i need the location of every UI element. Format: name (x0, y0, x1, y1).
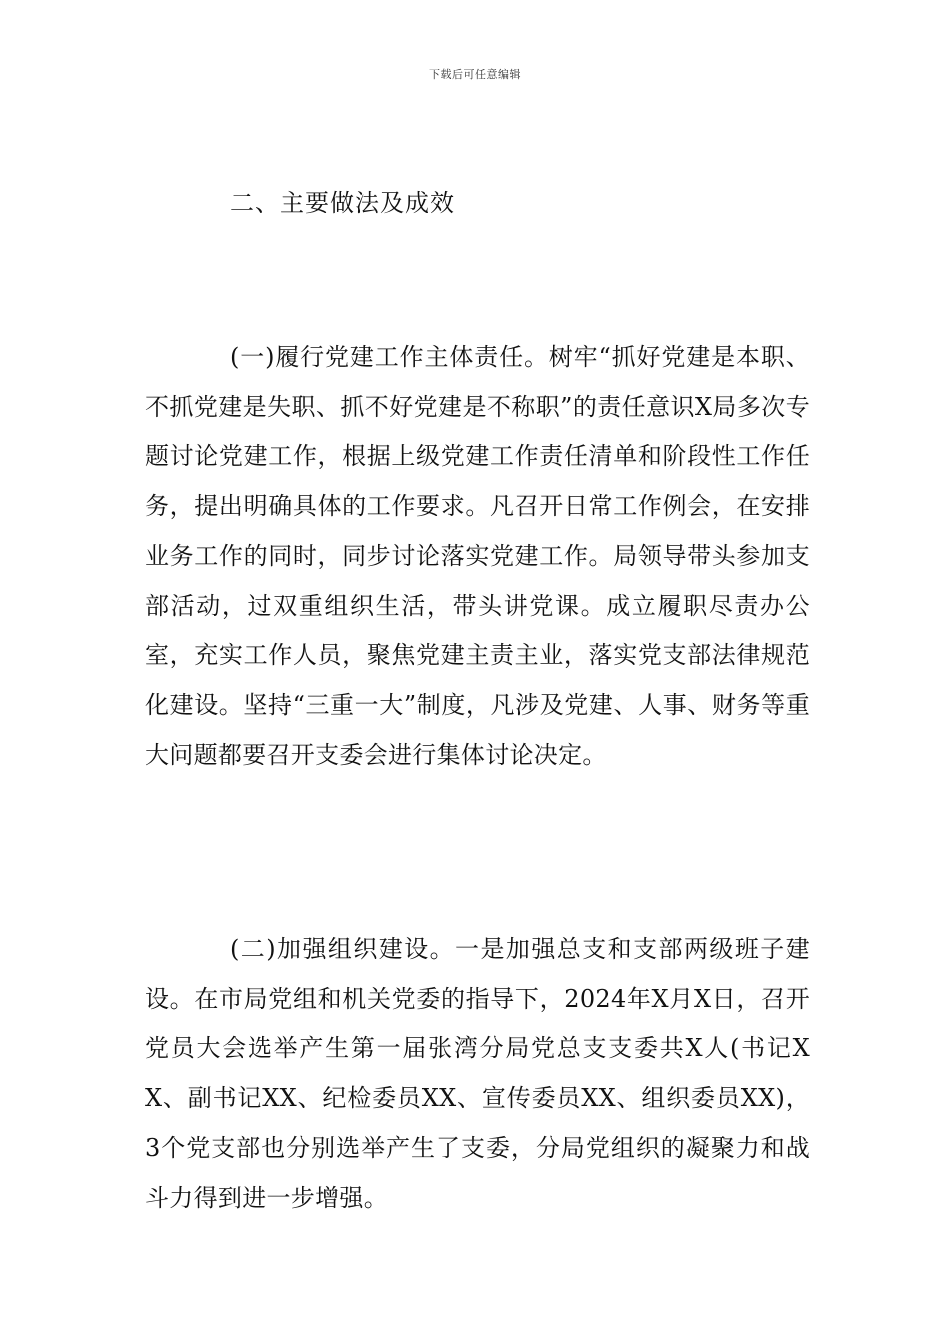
paragraph-2: (二)加强组织建设。一是加强总支和支部两级班子建设。在市局党组和机关党委的指导下，2024年X月X日，召开党员大会选举产生第一届张湾分局党总支支委共X人(书记XX、副书记XX、纪检委员XX、宣传委员XX、组织委员XX)，3个党支部也分别选举产生了支委，分局党组织的凝聚力和战斗力得到进一步增强。 (145, 935, 810, 1212)
header-note: 下载后可任意编辑 (429, 68, 521, 81)
paragraph-1: (一)履行党建工作主体责任。树牢“抓好党建是本职、不抓党建是失职、抓不好党建是不称职”的责任意识X局多次专题讨论党建工作，根据上级党建工作责任清单和阶段性工作任务，提出明确具体的工作要求。凡召开日常工作例会，在安排业务工作的同时，同步讨论落实党建工作。局领导带头参加支部活动，过双重组织生活，带头讲党课。成立履职尽责办公室，充实工作人员，聚焦党建主责主业，落实党支部法律规范化建设。坚持“三重一大”制度，凡涉及党建、人事、财务等重大问题都要召开支委会进行集体讨论决定。 (145, 343, 810, 769)
section-heading: 二、主要做法及成效 (230, 189, 455, 217)
